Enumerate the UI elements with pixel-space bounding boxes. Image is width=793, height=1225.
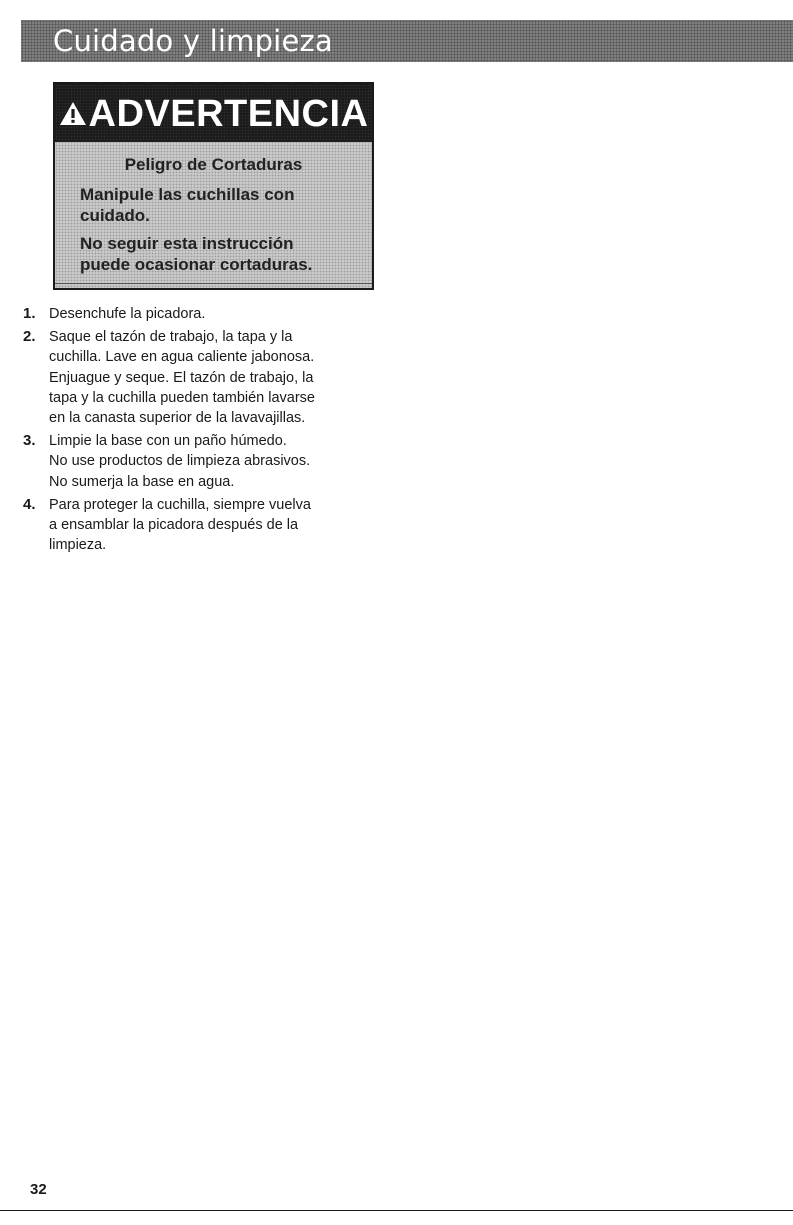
page-number: 32 [30,1181,47,1198]
step-4 [23,495,383,556]
step-text-line: limpieza. [49,537,107,554]
step-text-line: No use productos de limpieza abrasivos. [49,453,311,470]
warning-divider [55,283,372,284]
section-title: Cuidado y limpieza [53,24,333,58]
step-text-line: tapa y la cuchilla pueden también lavarse [49,389,315,406]
section-header [21,20,793,62]
footer-divider [0,1210,793,1211]
step-text-line: cuchilla. Lave en agua caliente jabonosa. [49,349,315,366]
step-number: 3. [23,432,36,450]
warning-subtitle: Peligro de Cortaduras [124,155,303,174]
step-text-line: No sumerja la base en agua. [49,473,235,490]
warning-header [55,84,372,142]
step-text-line: a ensamblar la picadora después de la [49,517,299,534]
warning-consequence-line: puede ocasionar cortaduras. [80,255,313,274]
step-1 [23,304,383,324]
step-number: 4. [23,495,36,513]
warning-triangle-icon [59,100,87,126]
step-number: 1. [23,305,36,322]
step-text-line: Desenchufe la picadora. [49,306,206,322]
warning-consequence [80,233,362,275]
step-text-line: Para proteger la cuchilla, siempre vuelva [49,496,311,513]
warning-instruction-line: Manipule las cuchillas con [80,185,295,204]
warning-title-row [55,84,372,144]
warning-instruction [80,184,362,226]
step-2 [23,327,383,428]
cleaning-steps-list [23,304,383,558]
step-3 [23,431,383,492]
warning-box [53,82,374,290]
warning-instruction-line: cuidado. [80,206,150,225]
step-text-line: Limpie la base con un paño húmedo. [49,433,287,450]
step-number: 2. [23,328,36,346]
step-text-line: en la canasta superior de la lavavajillas. [49,410,306,427]
step-text-line: Saque el tazón de trabajo, la tapa y la [49,329,293,346]
warning-consequence-line: No seguir esta instrucción [80,234,294,253]
step-text-line: Enjuague y seque. El tazón de trabajo, la [49,369,314,386]
warning-title: ADVERTENCIA [88,93,369,135]
